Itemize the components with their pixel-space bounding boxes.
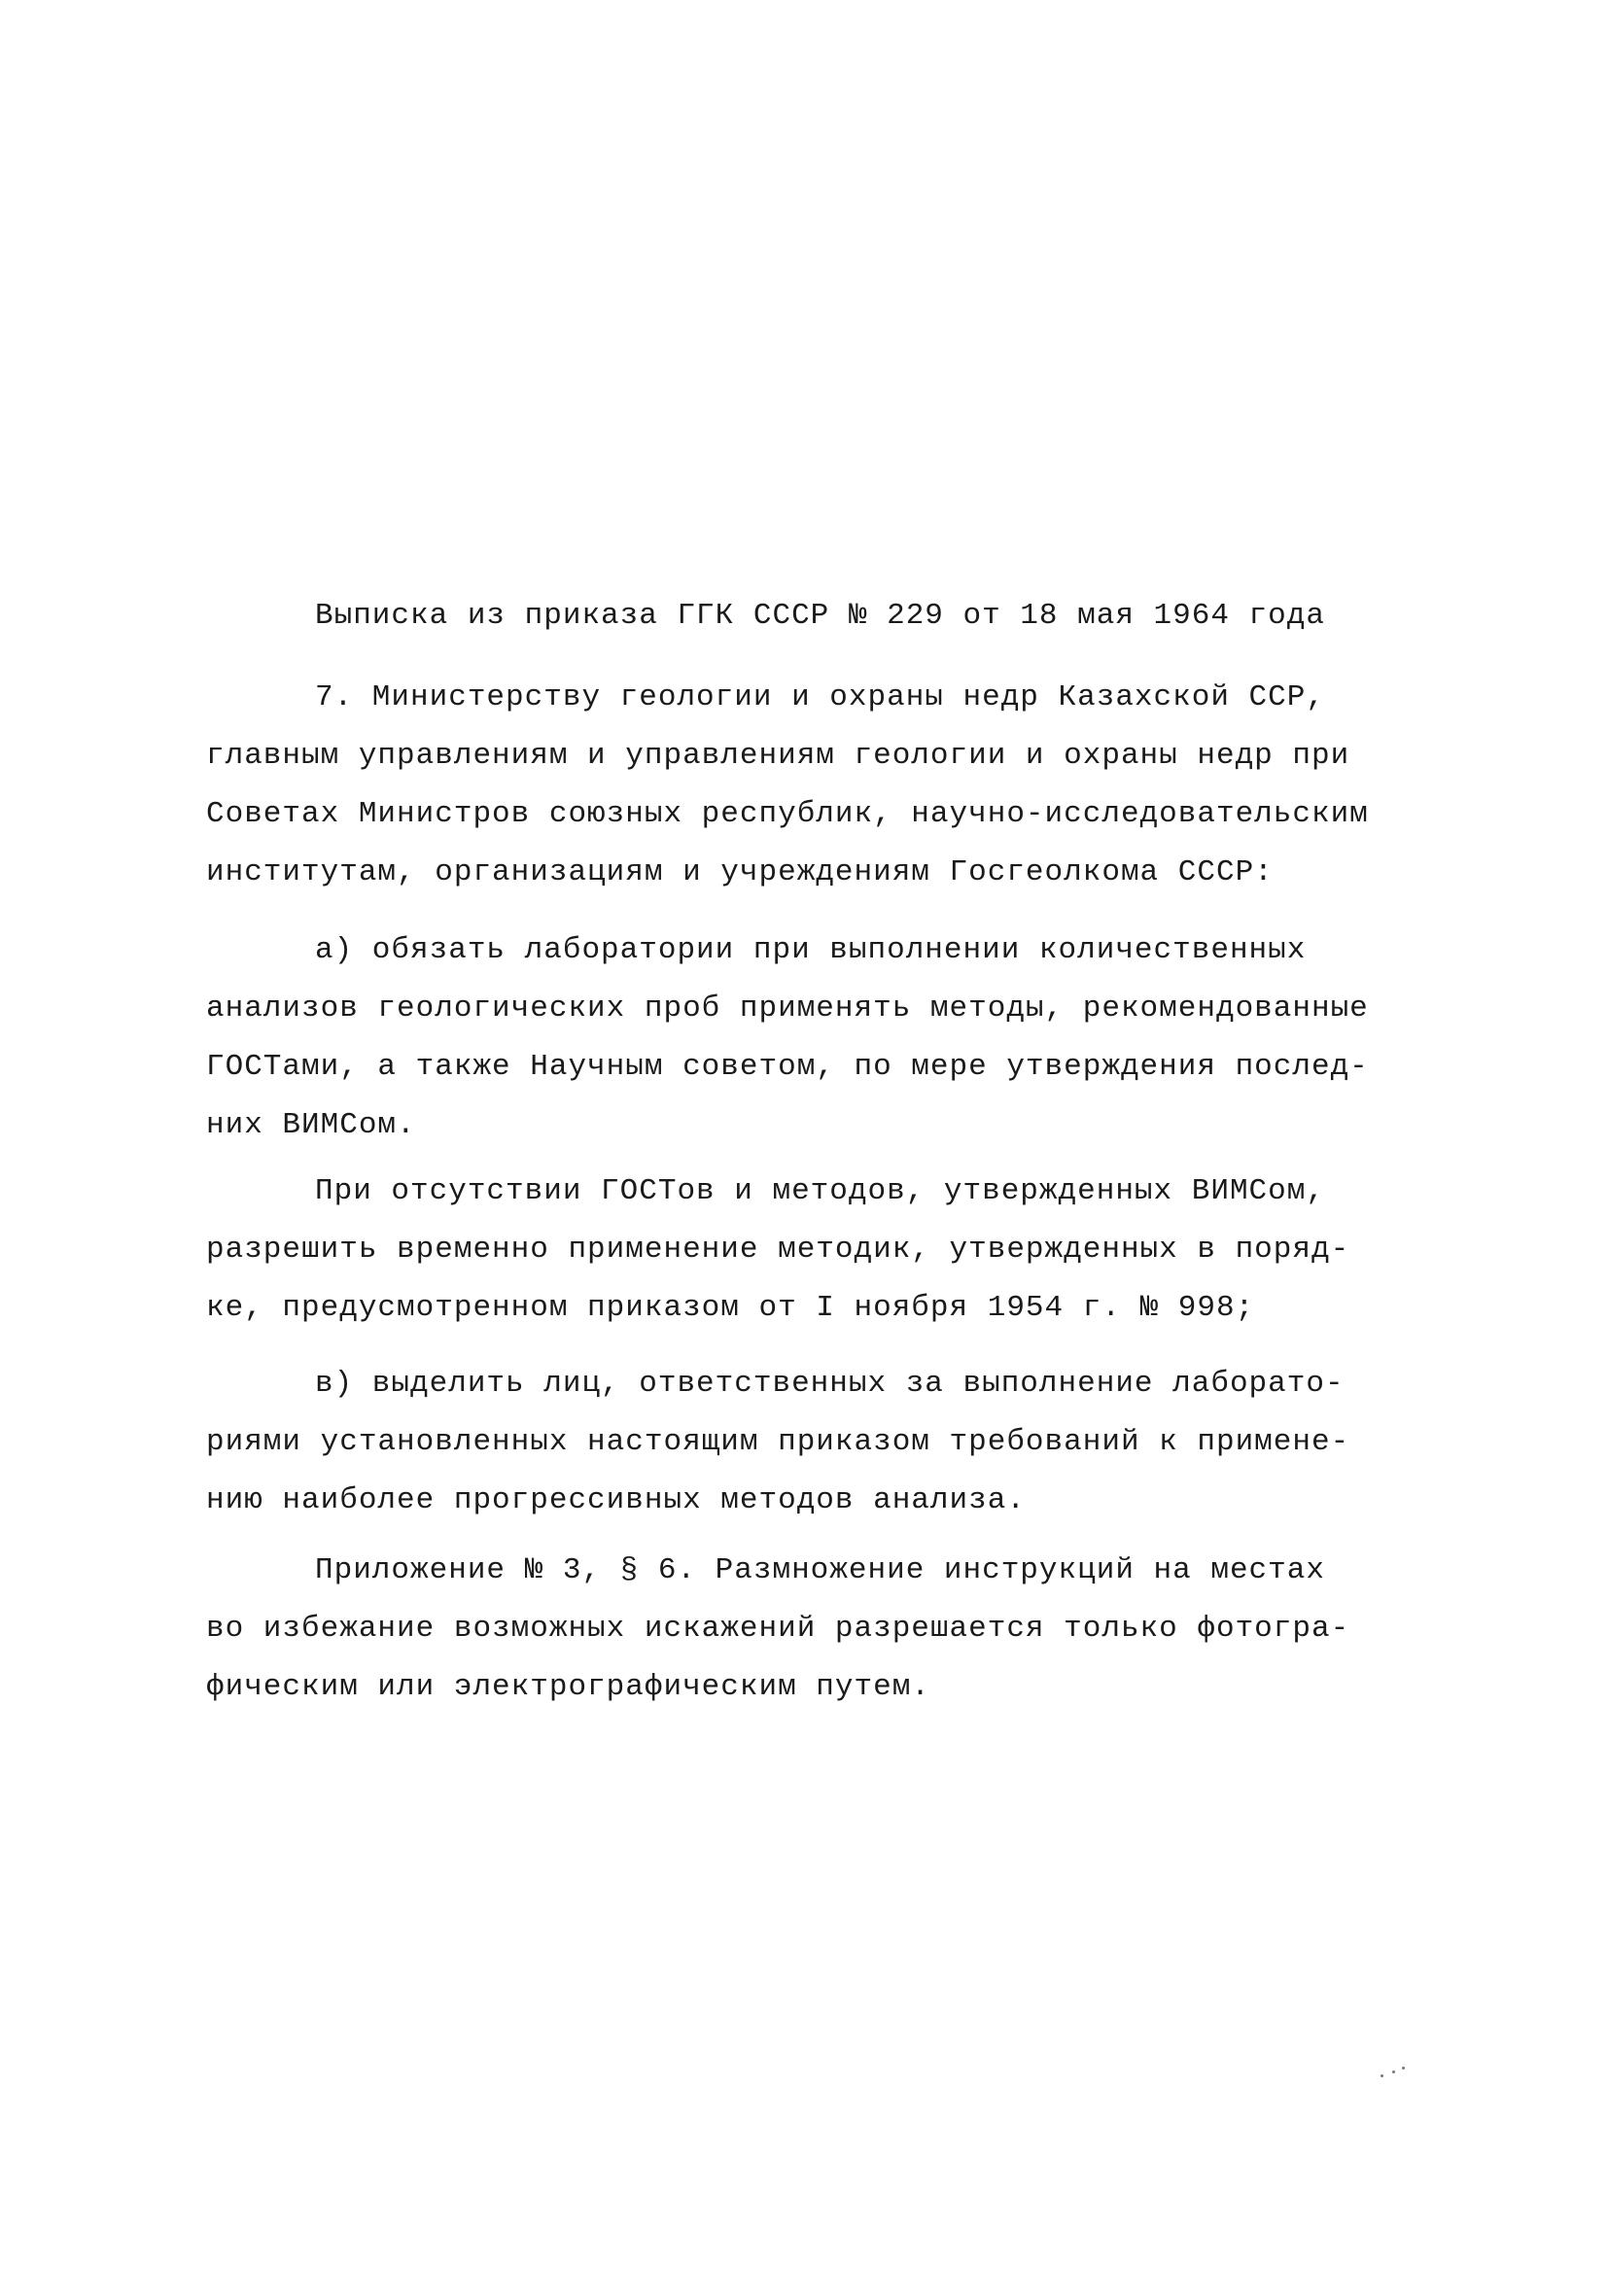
- scan-speck: [1392, 2070, 1395, 2073]
- scan-speck: [1402, 2067, 1405, 2070]
- paragraph-7-line-1: 7. Министерству геологии и охраны недр Казахской ССР,: [315, 680, 1325, 714]
- paragraph-7-line-3: Советах Министров союзных республик, научно-исследовательским: [206, 797, 1369, 831]
- paragraph-7-line-4: институтам, организациям и учреждениям Госгеолкома СССР:: [206, 855, 1274, 889]
- scan-speck: [1381, 2074, 1383, 2077]
- item-v-line-1: в) выделить лиц, ответственных за выполнение лаборато-: [315, 1367, 1345, 1401]
- item-a-line-2: анализов геологических проб применять методы, рекомендованные: [206, 991, 1369, 1026]
- item-a-note-line-2: разрешить временно применение методик, утвержденных в поряд-: [206, 1233, 1350, 1267]
- item-a-line-1: а) обязать лаборатории при выполнении количественных: [315, 933, 1307, 967]
- scan-specks: [1379, 2065, 1408, 2084]
- document-heading: Выписка из приказа ГГК СССР № 229 от 18 мая 1964 года: [315, 599, 1325, 633]
- item-a-line-3: ГОСТами, а также Научным советом, по мере утверждения послед-: [206, 1050, 1369, 1084]
- item-a-note-line-1: При отсутствии ГОСТов и методов, утвержденных ВИМСом,: [315, 1174, 1325, 1208]
- paragraph-7-line-2: главным управлениям и управлениям геологии и охраны недр при: [206, 739, 1350, 773]
- appendix-line-1: Приложение № 3, § 6. Размножение инструкций на местах: [315, 1553, 1325, 1587]
- item-v-line-2: риями установленных настоящим приказом требований к примене-: [206, 1425, 1350, 1459]
- item-v-line-3: нию наиболее прогрессивных методов анализа.: [206, 1483, 1026, 1517]
- appendix-line-2: во избежание возможных искажений разрешается только фотогра-: [206, 1612, 1350, 1646]
- item-a-line-4: них ВИМСом.: [206, 1108, 416, 1142]
- appendix-line-3: фическим или электрографическим путем.: [206, 1670, 930, 1704]
- item-a-note-line-3: ке, предусмотренном приказом от I ноября 1954 г. № 998;: [206, 1291, 1255, 1325]
